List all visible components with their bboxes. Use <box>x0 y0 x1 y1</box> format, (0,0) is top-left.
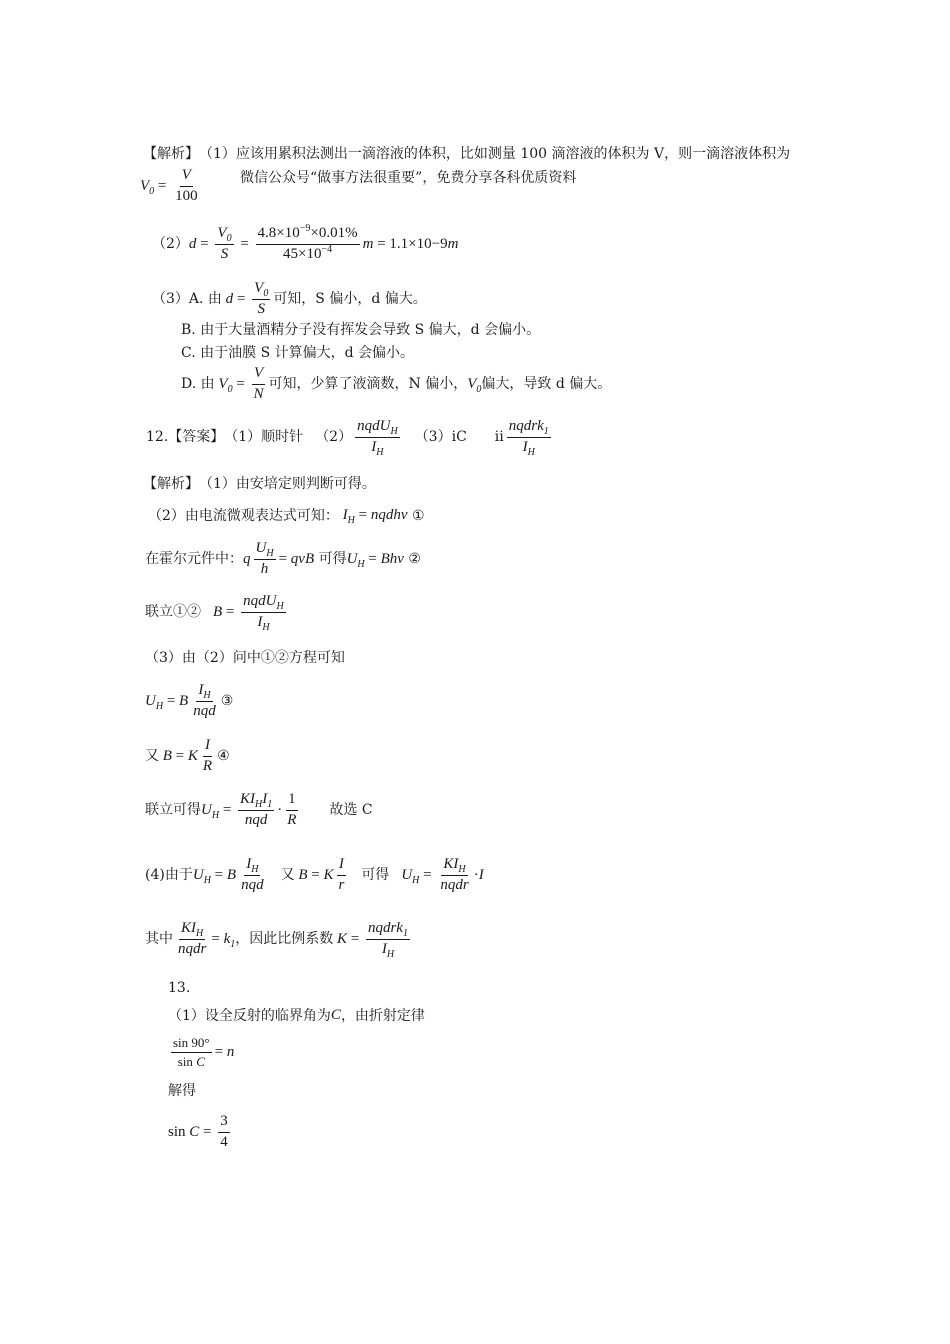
q12-part4: (4)由于 $U_H$ = B $\frac{I_H}{\text{nqd}}$ 又 B = K $\frac{I}{r}$ 可得 $U_H$ = $\frac{KI_H}{\text{nqdr}}$ · I <box>145 856 484 893</box>
q13-number: 13. <box>168 980 191 996</box>
q11-part2-formula: （2） d = $\frac{V_0}{S}$ = $\frac{4.8\times 10^{-9}\times 0.01\%}{45\times 10^{-4}}$ m = 1.1×10 −9 m <box>152 223 459 262</box>
jiexi-label: 【解析】 <box>143 146 199 162</box>
answer-label: 【答案】 <box>168 429 225 446</box>
q12-answer-line: 12. 【答案】 （1）顺时针 （2） $\frac{nqdU_H}{I_H}$ （3）iC ii $\frac{nqdrk_1}{I_H}$ <box>146 418 549 458</box>
q12-combine-b: 联立①② B = $\frac{nqdU_H}{I_H}$ <box>145 593 284 633</box>
q12-eq3: $U_H$ = B $\frac{I_H}{\text{nqd}}$ ③ <box>145 682 234 719</box>
q13-jiede: 解得 <box>168 1083 196 1099</box>
q13-result: sin C = $\frac{3}{4}$ <box>168 1113 228 1150</box>
q12-analysis-2: （2）由电流微观表达式可知： $I_H$ = nqdhv ① <box>148 507 425 526</box>
q12-number: 12. <box>146 429 169 446</box>
q12-analysis-1: 【解析】 （1）由安培定则判断可得。 <box>143 476 376 492</box>
q11-part3-b: B. 由于大量酒精分子没有挥发会导致 S 偏大，d 会偏小。 <box>181 322 541 338</box>
q12-eq4: 又 B = K $\frac{I}{R}$ ④ <box>145 737 230 774</box>
q12-hall-element: 在霍尔元件中： q $\frac{U_H}{h}$ = qvB 可得 $U_H$ = Bhv ② <box>145 540 421 577</box>
q12-analysis-3: （3）由（2）问中①②方程可知 <box>145 650 345 666</box>
q13-refraction-law: $\frac{\sin 90^\circ}{\text{sin C}}$ = n <box>173 1035 235 1069</box>
q12-part4-coefficient: 其中 $\frac{KI_H}{\text{nqdr}}$ = $k_1$ ，因此比例系数 K = $\frac{nqdrk_1}{I_H}$ <box>145 920 408 960</box>
q11-part1-text: （1）应该用累积法测出一滴溶液的体积，比如测量 100 滴溶液的体积为 V，则一滴溶液体积为 <box>199 146 791 162</box>
watermark-text: 微信公众号“做事方法很重要”，免费分享各科优质资料 <box>240 170 577 186</box>
q13-line-1: （1）设全反射的临界角为 C ，由折射定律 <box>168 1007 425 1024</box>
q11-v0-formula: $V_0$ = $\frac{V}{100}$ <box>140 167 198 204</box>
q12-combine-uh: 联立可得 $U_H$ = $\frac{KI_HI_1}{\text{nqd}}$ · $\frac{1}{R}$ 故选 C <box>145 791 373 828</box>
q11-part3-d: D. 由 $V_0$ = $\frac{V}{N}$ 可知，少算了液滴数，N 偏小， $V_0$ 偏大，导致 d 偏大。 <box>181 365 612 402</box>
q11-part3-a: （3）A. 由 d = $\frac{V_0}{S}$ 可知，S 偏小，d 偏大。 <box>152 280 427 317</box>
q11-part3-c: C. 由于油膜 S 计算偏大，d 会偏小。 <box>181 345 415 361</box>
q11-line-1 <box>143 147 790 161</box>
